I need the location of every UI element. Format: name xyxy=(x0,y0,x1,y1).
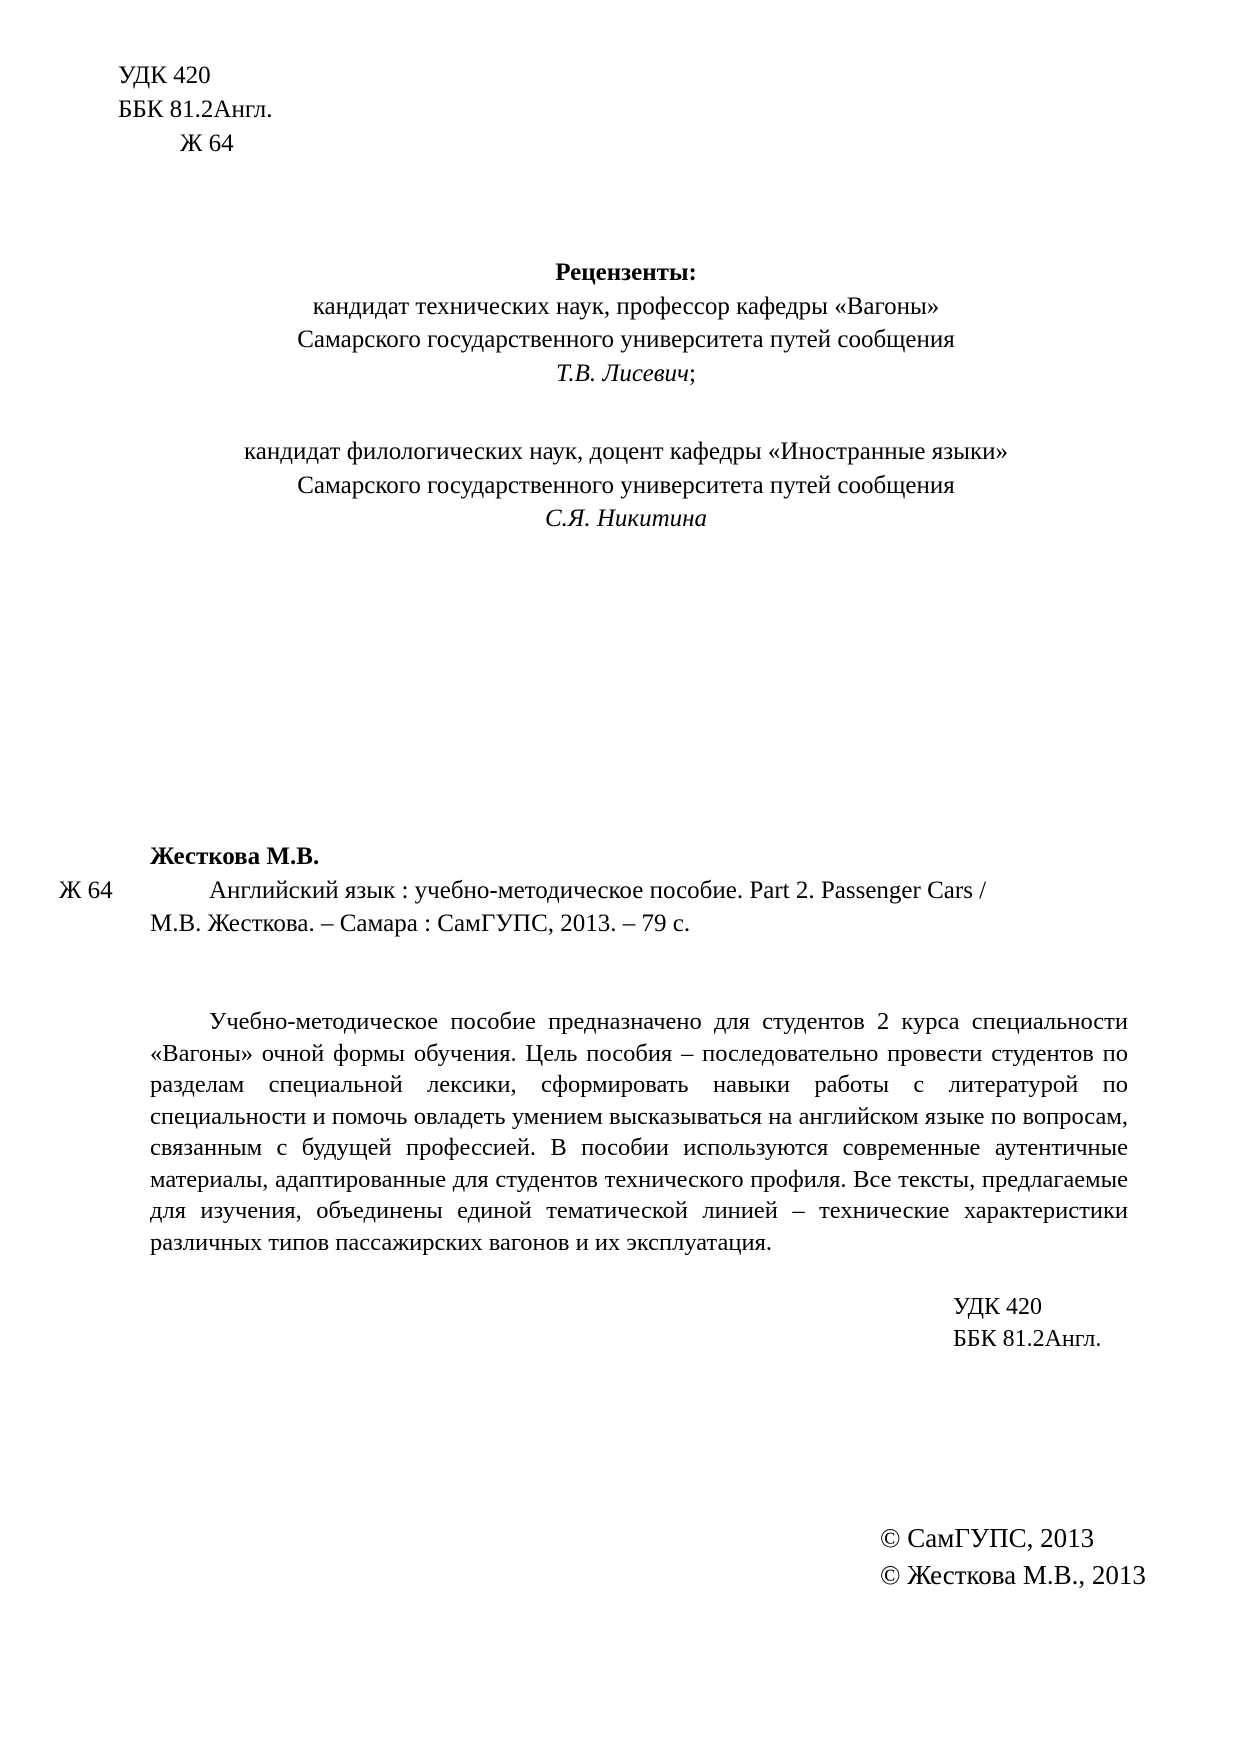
copyright-publisher: © СамГУПС, 2013 xyxy=(880,1523,1095,1553)
reviewers-title: Рецензенты: xyxy=(555,259,697,286)
udk-code: УДК 420 xyxy=(118,62,211,89)
bib-line1: Английский язык : учебно-методическое пособие. Part 2. Passenger Cars / xyxy=(209,877,987,904)
copyright-author: © Жесткова М.В., 2013 xyxy=(880,1560,1146,1590)
author-mark: Ж 64 xyxy=(180,130,234,157)
footer-bbk: ББК 81.2Англ. xyxy=(953,1326,1102,1352)
bib-mark: Ж 64 xyxy=(59,877,113,904)
reviewer1-line1: кандидат технических наук, профессор кафедры «Вагоны» xyxy=(312,292,940,320)
reviewer2-line1: кандидат филологических наук, доцент кафедры «Иностранные языки» xyxy=(244,438,1008,465)
abstract-paragraph: Учебно-методическое пособие предназначено для студентов 2 курса специальности «Вагоны» очной формы обучения. Цель пособия – последовательно провести студентов по разделам специальной лексики, сформировать навыки работы с литературой по специальности и помочь овладеть умением высказываться на английском языке по вопросам, связанным с будущей профессией. В пособии используются современные аутентичные материалы, адаптированные для студентов технического профиля. Все тексты, предлагаемые для изучения, объединены единой тематической линией – технические характеристики различных типов пассажирских вагонов и их эксплуатация. xyxy=(150,1008,1128,1256)
reviewers-block xyxy=(0,256,1241,536)
reviewer1-suffix: ; xyxy=(688,359,696,387)
reviewer2-line2: Самарского государственного университета путей сообщения xyxy=(297,471,955,499)
reviewer1-line2: Самарского государственного университета путей сообщения xyxy=(297,326,955,353)
footer-udk: УДК 420 xyxy=(953,1294,1042,1320)
reviewer1-name: Т.В. Лисевич xyxy=(556,359,689,387)
bib-author: Жестковa М.В. xyxy=(150,843,320,870)
reviewer2-name: С.Я. Никитина xyxy=(544,505,708,532)
bib-line2: М.В. Жесткова. – Самара : СамГУПС, 2013. – 79 с. xyxy=(150,910,691,937)
bbk-code: ББК 81.2Англ. xyxy=(118,96,273,123)
